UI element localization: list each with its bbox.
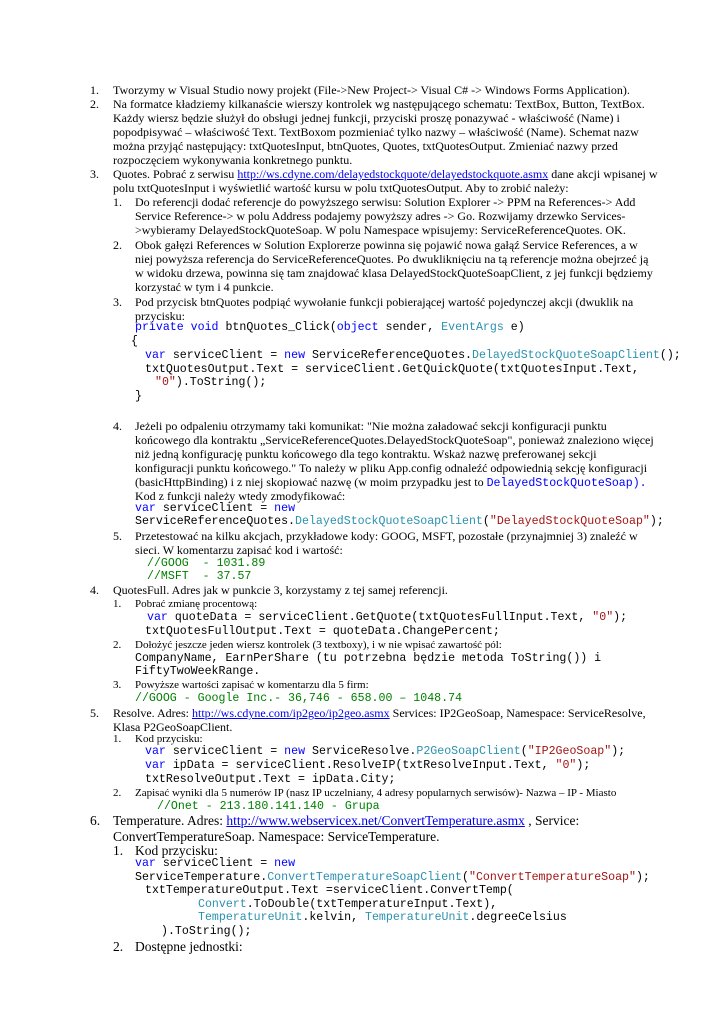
list-number: 4.: [90, 583, 99, 597]
code-comment: //GOOG - 1031.89: [147, 557, 266, 570]
code-line: FiftyTwoWeekRange.: [135, 665, 261, 678]
item-3-1-text: Do referencji dodać referencje do powyższego serwisu: Solution Explorer -> PPM na References-> Add Service Reference-> w polu Address podajemy powyższy adres -> Go. Rozwijamy drzewko Services- >wybieramy DelayedStockQuoteSoap. W polu Namespace wpisujemy: ServiceReferenceQuotes. OK.: [135, 195, 636, 237]
sublist-number: 1.: [113, 598, 122, 610]
list-number: 3.: [90, 167, 99, 181]
item-3-4-text: Jeżeli po odpaleniu otrzymamy taki komunikat: "Nie można załadować sekcji konfiguracji punktu końcowego dla kontraktu „ServiceReferenceQuotes.DelayedStockQuoteSoap", ponieważ znaleziono więcej niż jedną konfigurację punktu końcowego dla tego kontraktu. Wskaż nazwę preferowanej sekcji konfiguracji punktu końcowego." To należy w pliku App.config odnaleźć odpowiednią sekcję konfiguracji (basicHttpBinding) i z niej skopiować nazwę (w moim przypadku jest to DelayedStockQuoteSoap).: [135, 419, 654, 490]
item-3-text: [113, 167, 661, 195]
list-number: 5.: [90, 706, 99, 720]
code-comment: //GOOG - Google Inc.- 36,746 - 658.00 – 1048.74: [135, 692, 462, 705]
code-line: "0").ToString();: [155, 376, 267, 389]
code-comment: //MSFT - 37.57: [147, 570, 252, 583]
sublist-number: 1.: [113, 733, 122, 745]
code-line: CompanyName, EarnPerShare (tu potrzebna będzie metoda ToString()) i: [135, 652, 602, 665]
list-number: 2.: [90, 97, 99, 111]
code-line: ServiceReferenceQuotes.DelayedStockQuoteSoapClient("DelayedStockQuoteSoap");: [135, 515, 664, 528]
code-comment: //Onet - 213.180.141.140 - Grupa: [157, 800, 380, 813]
code-line: var serviceClient = new ServiceReferenceQuotes.DelayedStockQuoteSoapClient();: [145, 349, 681, 362]
code-line: {: [131, 335, 138, 348]
list-number: 6.: [90, 813, 101, 828]
sublist-number: 3.: [113, 679, 122, 691]
item-4-3-text: Powyższe wartości zapisać w komentarzu dla 5 firm:: [135, 679, 369, 691]
webservicex-temperature-link[interactable]: http://www.webservicex.net/ConvertTemperature.asmx: [226, 813, 525, 828]
sublist-number: 4.: [113, 419, 122, 433]
code-line: txtQuotesFullOutput.Text = quoteData.ChangePercent;: [145, 625, 500, 638]
code-line: var ipData = serviceClient.ResolveIP(txtResolveInput.Text, "0");: [145, 759, 591, 772]
item-5-1-text: Kod przycisku:: [135, 733, 203, 745]
item-2-text: Na formatce kładziemy kilkanaście wierszy kontrolek wg następującego schematu: TextBox, Button, TextBox. Każdy wiersz będzie służył do obsługi jednej funkcji, przyciski proszę ponazywać - właściwość (Name) i popodpisywać – właściwość Text. TextBoxom pozmieniać tylko nazwy – właściwość (Name). Schemat nazw można przyjąć następujący: txtQuotesInput, btnQuotes, Quotes, txtQuotesOutput. Zmieniać nazwy przed rozpoczęciem wykonywania konkretnego punktu.: [113, 97, 645, 167]
item-5-2-text: Zapisać wyniki dla 5 numerów IP (nasz IP uczelniany, 4 adresy popularnych serwisów)- Nazwa – IP - Miasto: [135, 787, 617, 799]
item-3-pre: Quotes. Pobrać z serwisu: [113, 167, 238, 181]
sublist-number: 2.: [113, 787, 122, 799]
code-line: private void btnQuotes_Click(object sender, EventArgs e): [135, 321, 525, 334]
sublist-number: 1.: [113, 195, 122, 209]
code-line: var serviceClient = new: [135, 502, 296, 515]
sublist-number: 2.: [113, 639, 122, 651]
code-line: }: [135, 390, 142, 403]
sublist-number: 1.: [113, 843, 124, 858]
code-line: TemperatureUnit.kelvin, TemperatureUnit.degreeCelsius: [198, 911, 567, 924]
inline-code: DelayedStockQuoteSoap).: [486, 477, 647, 490]
item-3-2-text: Obok gałęzi References w Solution Explorerze powinna się pojawić nowa gałąź Service References, a w niej powyższa referencja do ServiceReferenceQuotes. Po dwukliknięciu na tą referencje można obejrzeć ją w widoku drzewa, powinna się tam znajdować klasa DelayedStockQuoteSoapClient, z jej funkcji będziemy korzystać w tym i 4 punkcie.: [135, 238, 653, 294]
code-line: txtResolveOutput.Text = ipData.City;: [145, 773, 396, 786]
item-6-2-text: Dostępne jednostki:: [135, 939, 243, 954]
cdyne-ip2geo-link[interactable]: http://ws.cdyne.com/ip2geo/ip2geo.asmx: [192, 706, 390, 720]
item-3-post: dane akcji wpisanej w polu txtQuotesInput i wyświetlić wartość kursu w polu txtQuotesOutput. Aby to zrobić należy:: [113, 167, 658, 195]
sublist-number: 5.: [113, 529, 122, 543]
item-5-text: Resolve. Adres: http://ws.cdyne.com/ip2geo/ip2geo.asmx Services: IP2GeoSoap, Namespace: ServiceResolve, Klasa P2GeoSoapClient.: [113, 706, 646, 734]
item-4-1-text: Pobrać zmianę procentową:: [135, 598, 258, 610]
code-line: ServiceTemperature.ConvertTemperatureSoapClient("ConvertTemperatureSoap");: [135, 871, 650, 884]
list-number: 1.: [90, 83, 99, 97]
code-line: var serviceClient = new ServiceResolve.P2GeoSoapClient("IP2GeoSoap");: [145, 745, 626, 758]
item-1-text: Tworzymy w Visual Studio nowy projekt (File->New Project-> Visual C# -> Windows Forms Application).: [113, 83, 630, 97]
sublist-number: 3.: [113, 295, 122, 309]
sublist-number: 2.: [113, 939, 124, 954]
code-line: Convert.ToDouble(txtTemperatureInput.Text),: [198, 898, 498, 911]
sublist-number: 2.: [113, 238, 122, 252]
item-3-3-text: Pod przycisk btnQuotes podpiąć wywołanie funkcji pobierającej wartość pojedynczej akcji (dwuklik na przycisku:: [135, 295, 634, 323]
item-3-5-text: Przetestować na kilku akcjach, przykładowe kody: GOOG, MSFT, pozostałe (przynajmniej 3) znaleźć w sieci. W komentarzu zapisać kod i wartość:: [135, 529, 638, 557]
item-4-text: QuotesFull. Adres jak w punkcie 3, korzystamy z tej samej referencji.: [113, 583, 448, 597]
item-6-1-text: Kod przycisku:: [135, 843, 218, 858]
code-line: var quoteData = serviceClient.GetQuote(txtQuotesFullInput.Text, "0");: [147, 611, 628, 624]
code-line: ).ToString();: [161, 925, 252, 938]
code-line: txtTemperatureOutput.Text =serviceClient.ConvertTemp(: [145, 884, 514, 897]
code-line: var serviceClient = new: [135, 857, 296, 870]
item-6-text: Temperature. Adres: http://www.webservicex.net/ConvertTemperature.asmx , Service: ConvertTemperatureSoap. Namespace: ServiceTemperature.: [113, 813, 580, 844]
cdyne-stockquote-link[interactable]: http://ws.cdyne.com/delayedstockquote/delayedstockquote.asmx: [237, 167, 549, 181]
code-line: txtQuotesOutput.Text = serviceClient.GetQuickQuote(txtQuotesInput.Text,: [145, 363, 639, 376]
item-4-2-text: Dołożyć jeszcze jeden wiersz kontrolek (3 textboxy), i w nie wpisać zawartość pól:: [135, 639, 502, 651]
item-3-4-text2: Kod z funkcji należy wtedy zmodyfikować:: [135, 489, 346, 503]
